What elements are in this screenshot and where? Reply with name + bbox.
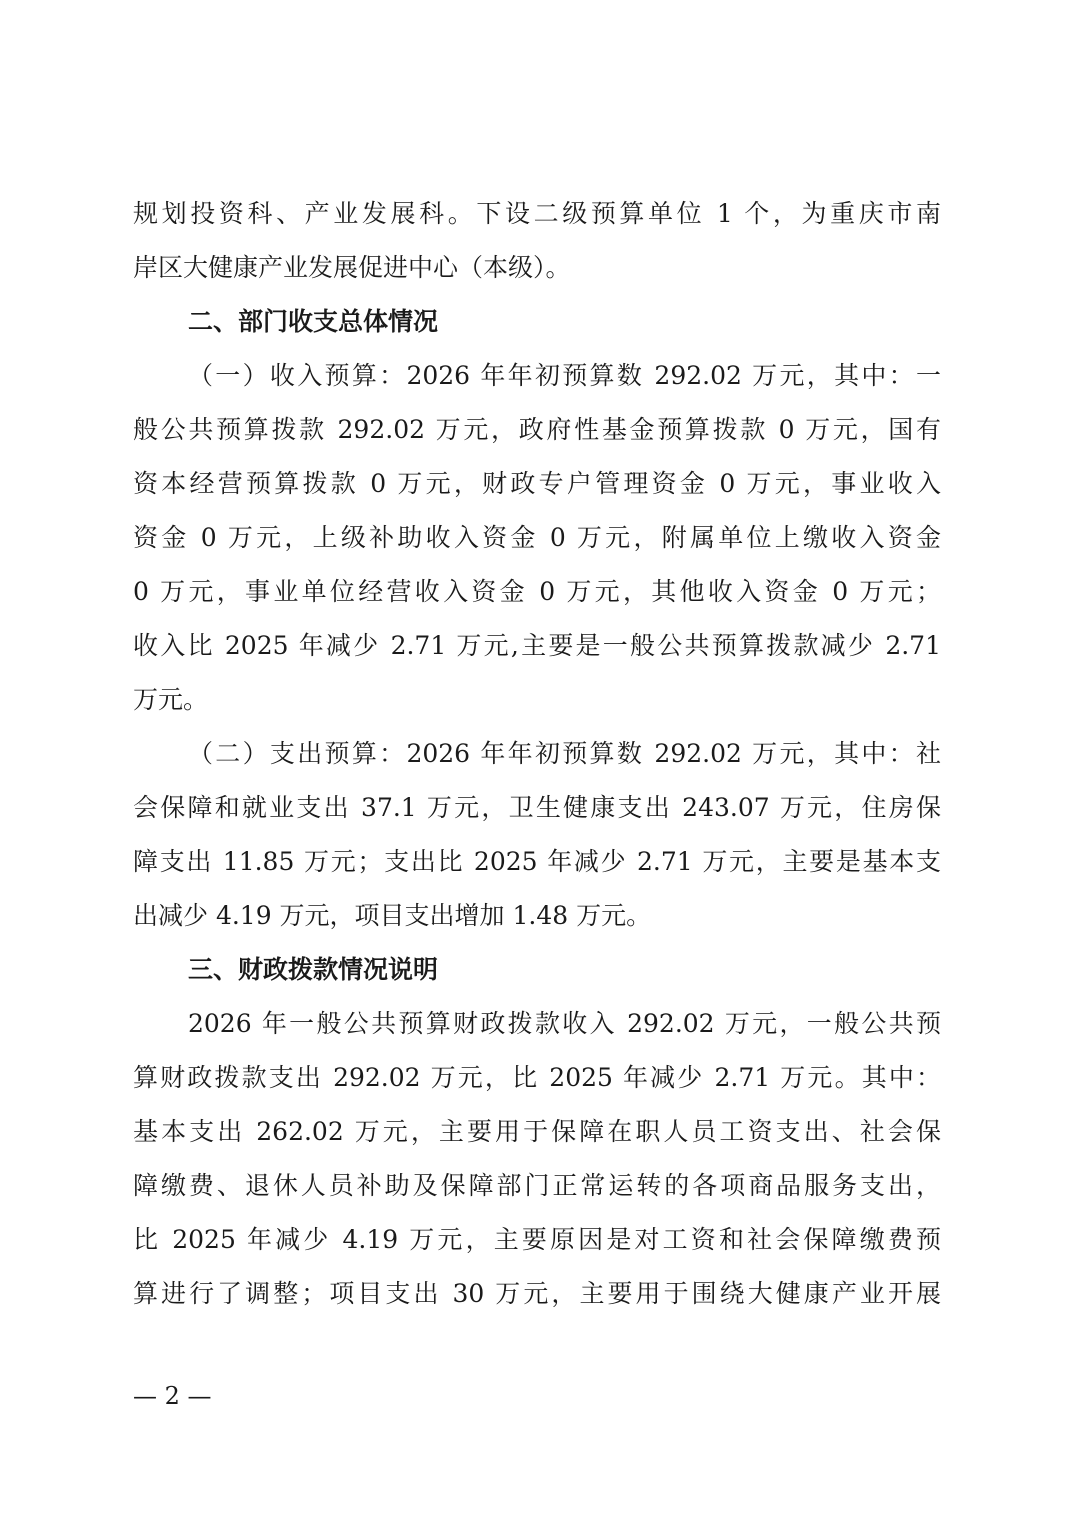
paragraph-line: 规划投资科、产业发展科。下设二级预算单位 1 个，为重庆市南 (133, 199, 941, 228)
paragraph-line: 算财政拨款支出 292.02 万元，比 2025 年减少 2.71 万元。其中： (133, 1063, 941, 1092)
paragraph-line: 资本经营预算拨款 0 万元，财政专户管理资金 0 万元，事业收入 (133, 469, 941, 498)
paragraph-line: 障缴费、退休人员补助及保障部门正常运转的各项商品服务支出， (133, 1171, 941, 1200)
paragraph-line: （一）收入预算：2026 年年初预算数 292.02 万元，其中：一 (188, 361, 941, 390)
paragraph-line: 岸区大健康产业发展促进中心（本级）。 (133, 253, 571, 282)
page-number: — 2 — (133, 1382, 212, 1410)
section-heading-3: 三、财政拨款情况说明 (188, 955, 439, 984)
paragraph-line: 般公共预算拨款 292.02 万元，政府性基金预算拨款 0 万元，国有 (133, 415, 941, 444)
paragraph-line: 0 万元，事业单位经营收入资金 0 万元，其他收入资金 0 万元； (133, 577, 941, 606)
paragraph-line: 会保障和就业支出 37.1 万元，卫生健康支出 243.07 万元，住房保 (133, 793, 941, 822)
paragraph-line: 障支出 11.85 万元；支出比 2025 年减少 2.71 万元，主要是基本支 (133, 847, 941, 876)
paragraph-line: 2026 年一般公共预算财政拨款收入 292.02 万元，一般公共预 (188, 1009, 941, 1038)
section-heading-2: 二、部门收支总体情况 (188, 307, 439, 336)
paragraph-line: 算进行了调整；项目支出 30 万元，主要用于围绕大健康产业开展 (133, 1279, 941, 1308)
paragraph-line: （二）支出预算：2026 年年初预算数 292.02 万元，其中：社 (188, 739, 941, 768)
paragraph-line: 资金 0 万元，上级补助收入资金 0 万元，附属单位上缴收入资金 (133, 523, 941, 552)
paragraph-line: 万元。 (133, 685, 209, 714)
paragraph-line: 收入比 2025 年减少 2.71 万元,主要是一般公共预算拨款减少 2.71 (133, 631, 941, 660)
paragraph-line: 比 2025 年减少 4.19 万元，主要原因是对工资和社会保障缴费预 (133, 1225, 941, 1254)
paragraph-line: 基本支出 262.02 万元，主要用于保障在职人员工资支出、社会保 (133, 1117, 941, 1146)
paragraph-line: 出减少 4.19 万元，项目支出增加 1.48 万元。 (133, 901, 652, 930)
